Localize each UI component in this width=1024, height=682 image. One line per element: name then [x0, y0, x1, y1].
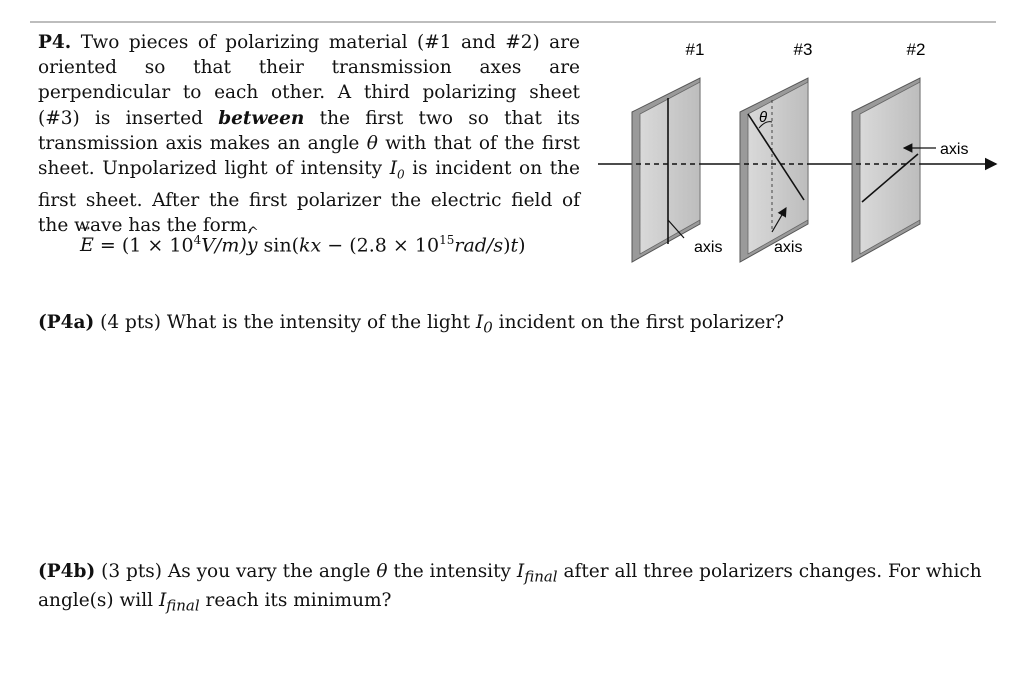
axis-label-1: axis	[694, 239, 723, 256]
eq-rhs-4: − (2.8 × 10	[321, 234, 440, 257]
label-polarizer-3: #3	[793, 40, 813, 59]
question-b-sub-2: final	[166, 596, 200, 615]
question-a-label: (P4a)	[38, 312, 95, 333]
eq-rhs-5: rad/s	[454, 234, 504, 257]
question-a-text-2: incident on the first polarizer?	[492, 312, 785, 333]
eq-rhs-3: sin(	[257, 234, 300, 257]
question-b-pts: (3 pts)	[95, 561, 162, 582]
question-b-theta: θ	[376, 561, 388, 582]
question-b-text-3: after all three polarizers changes. For which angle(s) will	[38, 561, 982, 611]
label-polarizer-1: #1	[685, 40, 705, 59]
eq-exp-2: 15	[439, 233, 455, 247]
question-b-symbol: I	[516, 561, 525, 582]
top-rule	[30, 21, 996, 23]
question-a-text-1: What is the intensity of the light	[161, 312, 476, 333]
eq-rhs-2: V/m)	[201, 234, 247, 257]
polarizer-diagram	[596, 30, 1001, 270]
problem-intensity-symbol: I	[389, 158, 398, 180]
polarizer-3-sheet	[740, 78, 808, 262]
question-b-label: (P4b)	[38, 561, 96, 582]
eq-exp-1: 4	[193, 233, 202, 247]
question-b-text-4: reach its minimum?	[199, 589, 392, 611]
problem-text-2: the first two so that its transmission axis makes an angle	[38, 107, 580, 154]
question-a-pts: (4 pts)	[94, 312, 162, 333]
label-polarizer-2: #2	[906, 40, 926, 59]
question-b-text-1: As you vary the angle	[161, 561, 377, 582]
question-b-symbol-2: I	[158, 589, 167, 611]
electric-field-equation	[80, 233, 526, 256]
eq-rhs-7: )	[518, 234, 526, 257]
problem-text-4: is incident on the first sheet. After the first polarizer the electric field of the wave has the form,	[38, 158, 580, 237]
axis-label-2: axis	[940, 141, 969, 158]
problem-text-1: Two pieces of polarizing material (#1 and #2) are oriented so that their transmission axes are perpendicular to each other. A third polarizing sheet (#3) is inserted	[38, 32, 580, 129]
theta-label: θ	[759, 109, 768, 126]
problem-emphasis: between	[218, 107, 305, 129]
eq-rhs-1: = (1 × 10	[93, 234, 194, 257]
eq-t: t	[510, 234, 519, 257]
polarizer-1-sheet	[632, 78, 700, 262]
question-b-sub: final	[524, 567, 558, 586]
eq-lhs: → E	[80, 234, 94, 256]
question-b	[38, 560, 998, 617]
problem-theta: θ	[366, 132, 378, 154]
eq-rhs-6: )	[503, 234, 511, 257]
question-b-text-2: the intensity	[387, 561, 517, 582]
problem-intensity-sub: 0	[397, 167, 405, 182]
problem-paragraph	[38, 30, 580, 238]
eq-yhat: ^ y	[247, 234, 258, 256]
question-a-sub: 0	[483, 318, 493, 337]
polarizer-2-sheet	[852, 78, 920, 262]
question-a	[38, 311, 784, 340]
eq-kx: kx	[299, 234, 322, 257]
question-a-symbol: I	[475, 312, 484, 333]
problem-label: P4.	[38, 32, 72, 53]
axis-label-3: axis	[774, 239, 803, 256]
problem-statement	[38, 30, 580, 238]
problem-text-3: with that of the first sheet. Unpolarized light of intensity	[38, 132, 580, 180]
